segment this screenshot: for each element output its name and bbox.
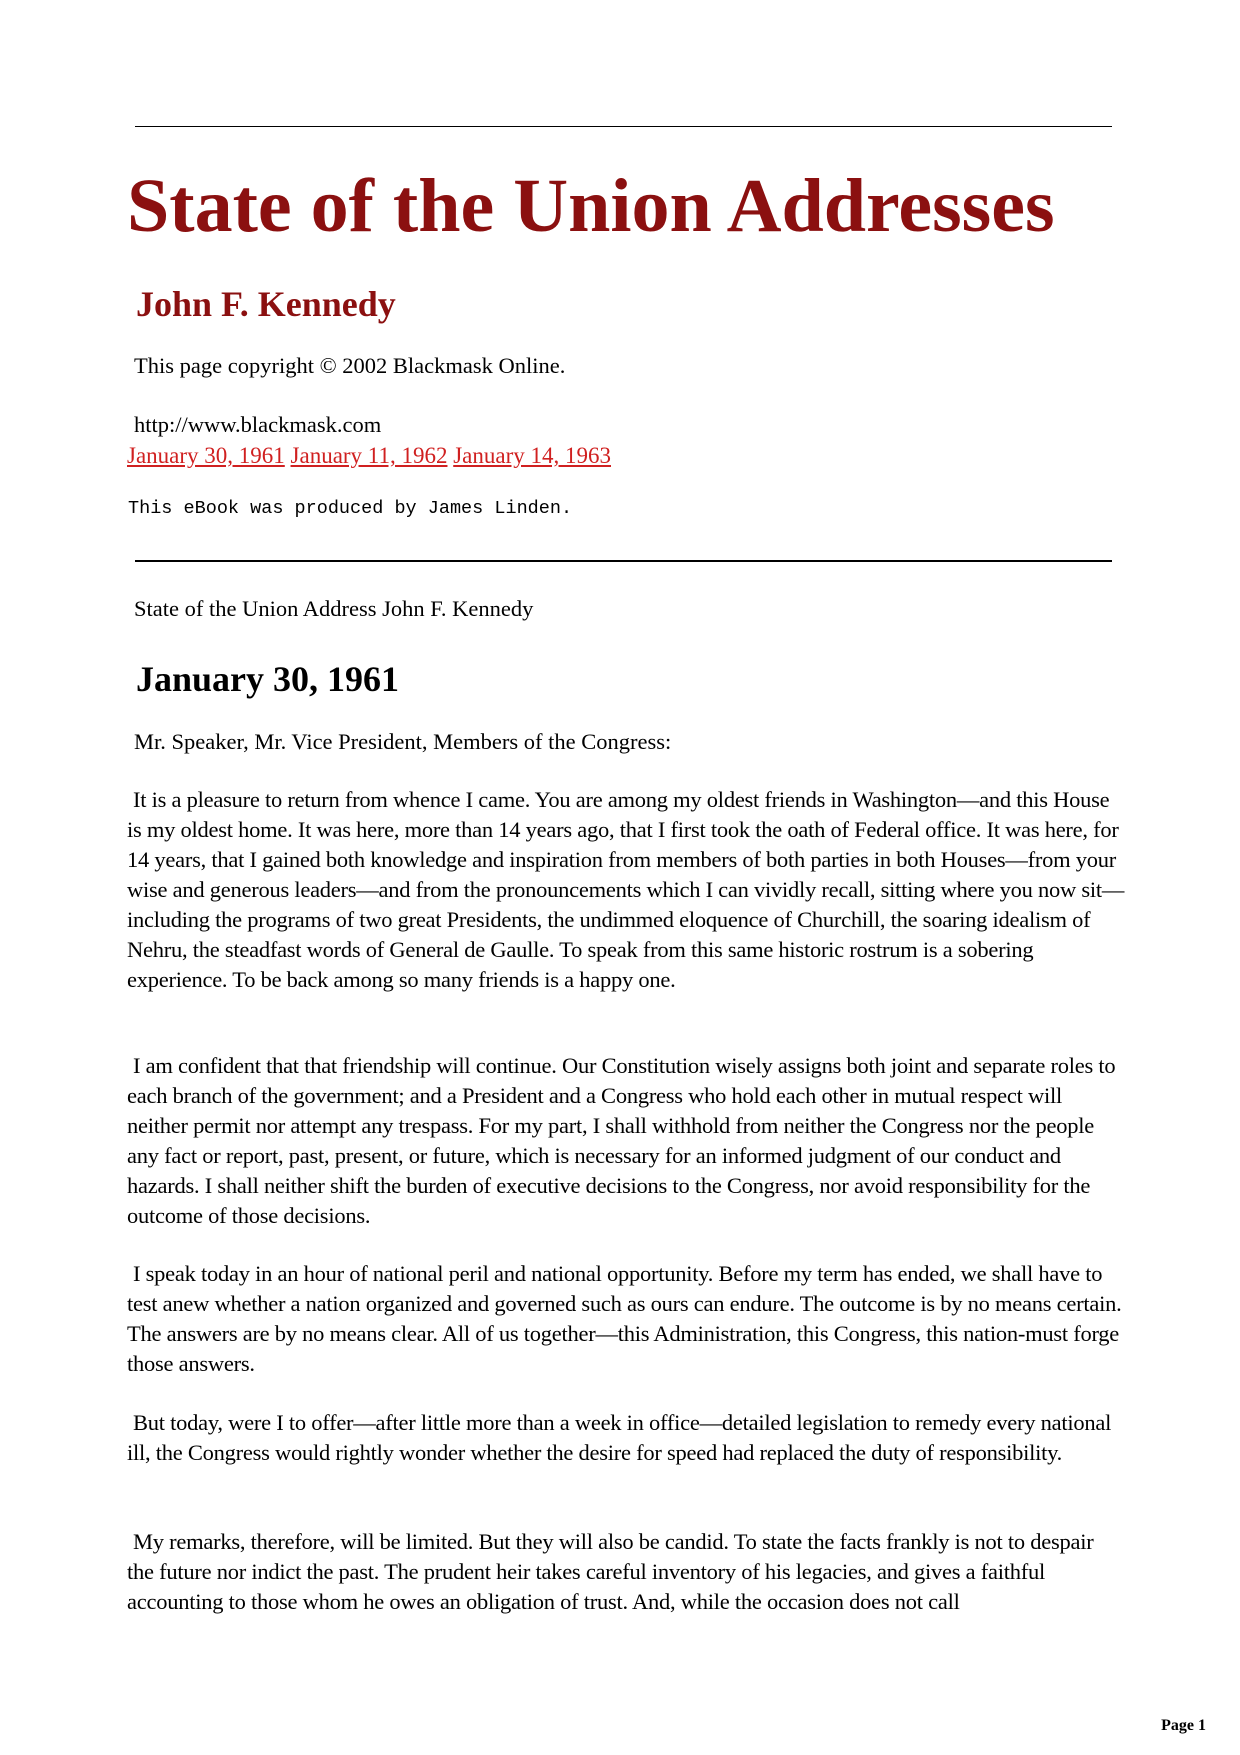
section-divider — [135, 560, 1112, 562]
link-1963[interactable]: January 14, 1963 — [453, 443, 611, 468]
link-1961[interactable]: January 30, 1961 — [127, 443, 285, 468]
salutation: Mr. Speaker, Mr. Vice President, Members of the Congress: — [134, 729, 672, 754]
paragraph-5: My remarks, therefore, will be limited. But they will also be candid. To state the facts frankly is not to despair the future nor indict the past. The prudent heir takes careful inventory of his legacies, and gives a faithful accounting to those whom he owes an obligation of trust. And, while the occasion does not call — [127, 1529, 1094, 1614]
paragraph-3: I speak today in an hour of national peril and national opportunity. Before my term has ended, we shall have to test anew whether a nation organized and governed such as ours can endure. The outcome is by no means certain. The answers are by no means clear. All of us together—this Administration, this Congress, this nation-must forge those answers. — [127, 1261, 1122, 1376]
author-heading: John F. Kennedy — [136, 284, 396, 324]
page-number: Page 1 — [1161, 1717, 1206, 1734]
paragraph-2: I am confident that that friendship will continue. Our Constitution wisely assigns both joint and separate roles to each branch of the government; and a President and a Congress who hold each other in mutual respect will neither permit nor attempt any trespass. For my part, I shall withhold from neither the Congress nor the people any fact or report, past, present, or future, which is necessary for an informed judgment of our conduct and hazards. I shall neither shift the burden of executive decisions to the Congress, nor avoid responsibility for the outcome of those decisions. — [127, 1053, 1116, 1228]
address-date-heading: January 30, 1961 — [136, 659, 400, 699]
paragraph-4: But today, were I to offer—after little more than a week in office—detailed legislation to remedy every national ill, the Congress would rightly wonder whether the desire for speed had replaced the duty of responsibility. — [127, 1410, 1112, 1465]
website-url: http://www.blackmask.com — [134, 412, 382, 437]
link-1962[interactable]: January 11, 1962 — [290, 443, 448, 468]
top-divider — [135, 126, 1112, 127]
copyright-line: This page copyright © 2002 Blackmask Online. — [134, 353, 566, 378]
document-title: State of the Union Addresses — [127, 164, 1055, 248]
address-intro: State of the Union Address John F. Kennedy — [134, 596, 534, 621]
paragraph-1: It is a pleasure to return from whence I came. You are among my oldest friends in Washington—and this House is my oldest home. It was here, more than 14 years ago, that I first took the oath of Federal office. It was here, for 14 years, that I gained both knowledge and inspiration from members of both parties in both Houses—from your wise and generous leaders—and from the pronouncements which I can vividly recall, sitting where you now sit—including the programs of two great Presidents, the undimmed eloquence of Churchill, the soaring idealism of Nehru, the steadfast words of General de Gaulle. To speak from this same historic rostrum is a sobering experience. To be back among so many friends is a happy one. — [127, 787, 1125, 992]
producer-credit: This eBook was produced by James Linden. — [128, 498, 573, 519]
date-links — [127, 443, 611, 469]
